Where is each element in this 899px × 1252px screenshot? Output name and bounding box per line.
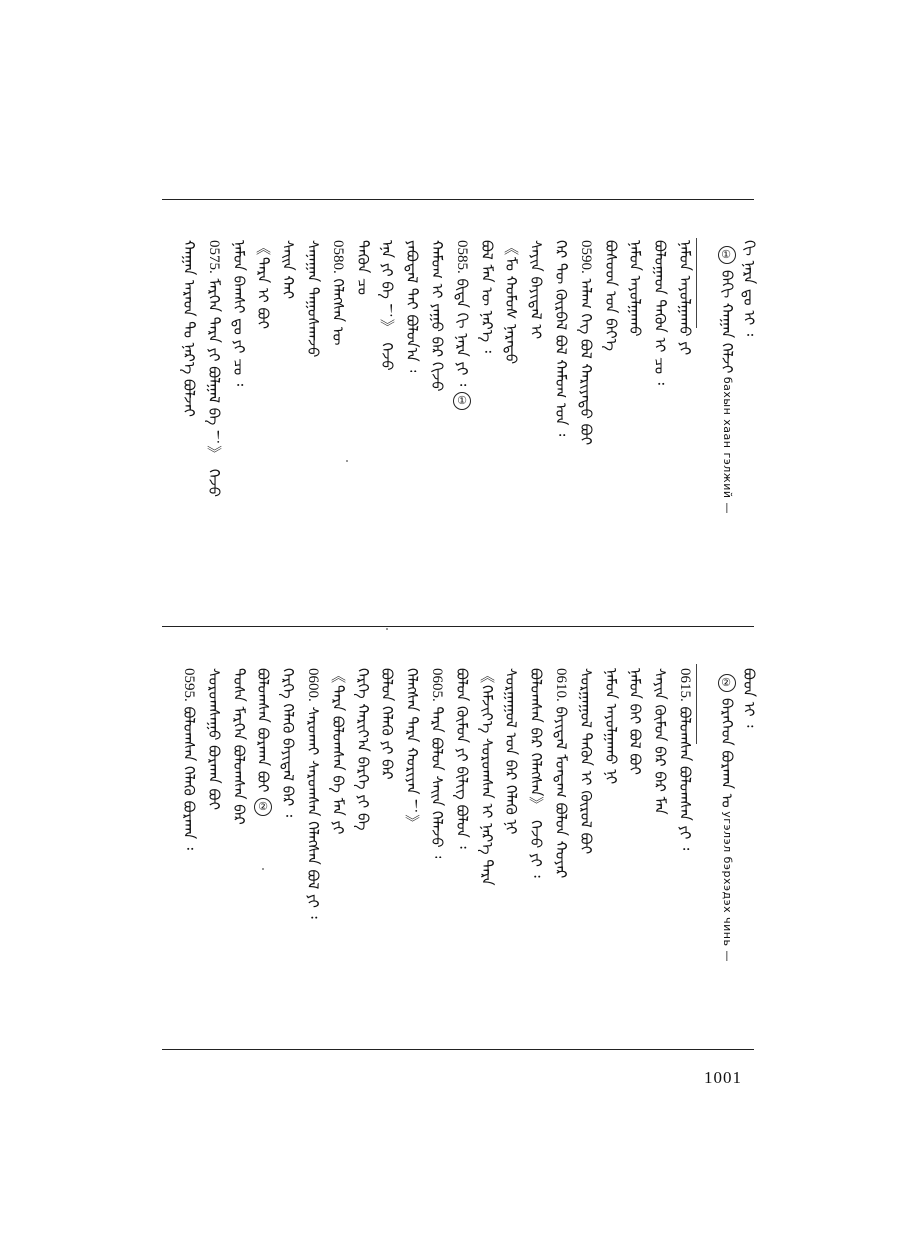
lower-footnote-rule [696, 664, 697, 744]
footnote-line [718, 240, 736, 514]
verse-text: ᠬᠡᠷᠭᠡ ᠬᠡᠯᠡᠬᠦ ᠪᠠᠶᠢᠳᠠᠯ ᠪᠠᠷ ᠄ [279, 668, 297, 818]
verse-text: ᠬᠠᠮᠤᠭ ᠢ ᠶᠠᠭᠤ ᠪᠠᠷ ᠬᠢᠵᠦ [428, 240, 446, 392]
verse-line [577, 668, 595, 854]
verse-text: 《ᠬᠡᠮᠵᠢᠶ᠎ᠡ ᠰᠤᠷᠤᠭᠰᠠᠨ ᠢ ᠨᠡᠷ᠎ᠡ ᠲᠡᠷᠡ [478, 668, 496, 886]
line-number: 0580. [330, 240, 346, 274]
verse-line [602, 668, 620, 784]
print-speck [262, 868, 264, 870]
bottom-rule [162, 1049, 754, 1050]
verse-line [329, 668, 347, 834]
line-number: 0615. [677, 668, 693, 702]
verse-line [552, 240, 570, 436]
verse-text: ᠮᠡᠷᠭᠡᠨ ᠲᠡᠷᠡ ᠶᠢ ᠪᠤᠯᠭᠠᠯ ᠪᠡ ！》 ᠭᠡᠵᠦ [205, 273, 223, 498]
verse-text: ᠶᠠᠪᠤᠳᠠᠯ ᠲᠠᠢ ᠪᠤᠯᠤᠨ᠎ᠠ ᠄ [403, 240, 421, 373]
verse-text: ᠰᠤᠷᠤᠭᠰᠠᠭᠤ ᠪᠤᠷᠬᠠᠨ ᠪᠤᠢ [205, 668, 223, 810]
verse-text: ᠬᠡᠷᠭᠡ ᠬᠠᠷᠢᠶ᠎ᠠ ᠪᠡᠷᠬᠡ ᠶᠢ ᠪᠡ [354, 668, 372, 831]
verse-line [180, 668, 198, 850]
verse-line [205, 668, 223, 810]
verse-line [651, 668, 669, 815]
verse-text: ᠠᠯᠠᠭ ᠬᠡᠭ ᠪᠤᠯ ᠬᠠᠷᠢᠶᠠᠲᠤ ᠪᠤᠢ [577, 273, 595, 446]
verse-text: ᠲᠡᠷᠡ ᠪᠤᠯᠤᠨ ᠰᠠᠢᠨ ᠬᠡᠯᠡᠵᠦ ᠄ [428, 701, 446, 859]
line-number: 0590. [578, 240, 594, 274]
verse-text: ᠪᠤᠯᠤᠭᠰᠠᠨ ᠪᠠᠷ ᠬᠡᠯᠡᠭᠰᠡᠨ》 ᠭᠡᠵᠦ ᠶᠢ ᠄ [527, 668, 545, 878]
line-number: 0585. [454, 240, 470, 274]
verse-line [403, 668, 421, 831]
verse-line [378, 668, 396, 780]
verse-line [354, 668, 372, 831]
verse-line [378, 240, 396, 371]
verse-line [403, 240, 421, 372]
footnote-latin-text: баxын хаан гэлжий — [721, 373, 734, 515]
verse-line [329, 240, 347, 345]
verse-text: 《ᠮᠤ ᠬᠤᠮᠤᠰ ᠨᠡᠷᠡᠲᠦ [502, 240, 520, 365]
verse-text: ᠰᠤᠷᠭᠠᠭᠤᠯ ᠤᠨ ᠪᠠᠷ ᠬᠡᠯᠡᠬᠦ ᠨᠢ [502, 668, 520, 835]
line-number: 0610. [553, 668, 569, 702]
verse-line [676, 240, 694, 355]
footnote-text: ᠪᠠᠬᠢ ᠬᠠᠭᠠᠨ ᠭᠡᠯᠵᠢ [718, 270, 736, 374]
verse-line [478, 240, 496, 353]
verse-text: ᠪᠠᠶᠢᠳᠠᠯ ᠮᠤᠨᠳᠠᠭ ᠪᠤᠯᠤᠨ ᠬᠤᠶᠠᠷ [552, 701, 570, 879]
verse-line [453, 668, 471, 849]
footnote-latin-text: угэлэл бэрхэдэх чинь — [721, 807, 734, 962]
verse-text: ᠪᠤᠯ ᠮᠠᠨ ᠦ ᠨᠡᠷ᠎ᠡ ᠄ [478, 240, 496, 353]
verse-line [626, 668, 644, 775]
verse-line [205, 240, 223, 497]
verse-text: ᠰᠤᠷᠭᠠᠭᠤᠯ ᠲᠡᠭᠦᠨ ᠢ ᠬᠦᠷᠦᠯ ᠪᠤᠢ [577, 668, 595, 855]
verse-text: ᠰᠠᠢᠨ ᠬᠠᠢ [279, 240, 297, 300]
footnote-line [718, 668, 736, 962]
verse-line [254, 240, 272, 329]
verse-text: ᠨᠠᠮᠤᠨ ᠠᠶᠤᠯᠭᠠᠬᠤ ᠨᠢ [602, 668, 620, 785]
verse-line [527, 240, 545, 339]
verse-text: ᠪᠤᠯᠤᠨ ᠬᠦᠮᠦᠨ ᠶᠢ ᠪᠢᠯᠢᠭ ᠪᠤᠯᠤᠨ ᠄ [453, 668, 471, 849]
verse-text: ᠲᠤᠰᠠ ᠮᠡᠷᠭᠡᠨ ᠪᠤᠯᠤᠭᠰᠠᠨ ᠪᠡᠷ [230, 668, 248, 825]
verse-line [527, 668, 545, 878]
footnote-text: ᠪᠡᠷᠡᠬᠡᠳ ᠪᠤᠷᠬᠠᠨ ᠤ [718, 698, 736, 808]
verse-line [254, 668, 272, 822]
upper-footnote-rule [696, 238, 697, 328]
verse-text: 《ᠲᠡᠷᠡ ᠢ ᠪᠤᠢ [254, 240, 272, 330]
verse-text: ᠰᠠᠶᠢᠨ ᠬᠦᠮᠦᠨ ᠪᠡᠷ ᠪᠠᠷ ᠮᠠᠨ [651, 668, 669, 815]
verse-text: ᠪᠢᠳᠡ ᠬᠢ ᠨᠡᠷᠡ ᠶᠢ ᠄ [453, 273, 471, 387]
verse-text: ᠪᠤᠯᠤᠨ ᠬᠡᠯᠡᠬᠦ ᠶᠢ ᠪᠡᠷ [378, 668, 396, 780]
verse-text: ᠨᠠᠮᠤᠨ ᠪᠠᠭᠰᠢ ᠳᠤ ᠶᠢ ᠴᠤ ᠄ [230, 240, 248, 387]
verse-text: ᠪᠤᠯᠤᠭᠰᠠᠨ ᠪᠤᠯᠤᠭᠰᠠᠨ ᠶᠢ ᠄ [676, 701, 694, 851]
footnote-text: ᠬᠢ ᠨᠡᠷᠡ ᠳᠤ ᠢ ᠄ [740, 240, 758, 337]
verse-text: ᠡᠨᠡ ᠶᠢ ᠪᠡ ！》 ᠭᠡᠵᠦ [378, 240, 396, 371]
verse-text: ᠰᠠᠶᠢᠨ ᠪᠠᠶᠢᠳᠠᠯ ᠢ [527, 240, 545, 340]
verse-text: ᠪᠤᠰᠤᠳ ᠤᠨ ᠪᠡᠶ᠎ᠡ [602, 240, 620, 352]
verse-line [453, 240, 471, 416]
verse-line [279, 668, 297, 817]
footnote-text: ᠪᠤᠳ ᠢ ᠄ [740, 668, 758, 728]
footnote-marker: ① [718, 246, 736, 264]
verse-line [230, 240, 248, 386]
verse-text: ᠬᠡᠯᠡᠭᠰᠡᠨ ᠦ [329, 273, 347, 346]
top-rule [162, 199, 754, 200]
verse-text: ᠬᠡᠯᠡᠭᠰᠡᠨ ᠲᠡᠷᠡ ᠬᠤᠷᠢᠶᠠᠨ ！》 [403, 668, 421, 832]
verse-line [304, 240, 322, 357]
verse-line [478, 668, 496, 886]
verse-line [304, 668, 322, 919]
verse-text: ᠨᠠᠮᠤᠨ ᠠᠶᠤᠯᠭᠠᠬᠤ ᠶᠢ [676, 240, 694, 356]
verse-line [502, 240, 520, 364]
page-number: 1001 [704, 1068, 742, 1087]
verse-text: ᠨᠠᠮᠤᠨ ᠪᠠᠢ ᠪᠤᠯ ᠪᠤᠢ [626, 668, 644, 775]
verse-line [428, 668, 446, 858]
print-speck [346, 460, 348, 462]
verse-text: ᠭᠡᠷ ᠲᠦ ᠬᠦᠷᠪᠡᠯ ᠪᠤᠯ ᠬᠠᠮᠤᠭ ᠤᠨ ᠄ [552, 240, 570, 437]
verse-line [651, 240, 669, 385]
verse-text: ᠲᠡᠭᠦᠨ ᠴᠤ [354, 240, 372, 296]
verse-line [354, 240, 372, 295]
verse-line [502, 668, 520, 834]
print-speck [386, 628, 388, 630]
verse-text: ᠪᠤᠯᠤᠭᠠᠳ ᠲᠡᠭᠦᠨ ᠢ ᠴᠤ ᠄ [651, 240, 669, 385]
verse-text: ᠰᠠᠷᠤᠬᠠᠢ ᠰᠠᠷᠤᠭᠰᠠᠨ ᠬᠡᠯᠡᠭᠰᠡᠨ ᠪᠤᠯ ᠶᠢ ᠄ [304, 701, 322, 919]
verse-text: ᠰᠠᠨᠠᠭᠠᠨ ᠳᠠᠭᠤᠰᠬᠠᠵᠤ [304, 240, 322, 358]
verse-text: ᠬᠠᠭᠠᠨ ᠠᠷᠠᠳ ᠲᠤ ᠨᠡᠷ᠎ᠡ ᠪᠤᠯᠵᠠᠢ [180, 240, 198, 417]
verse-text: 《ᠲᠡᠷᠡ ᠪᠤᠯᠤᠭᠰᠠᠨ ᠪᠡ ᠮᠠᠨ ᠶᠢ [329, 668, 347, 835]
line-number: 0605. [429, 668, 445, 702]
line-number: 0595. [181, 668, 197, 702]
verse-line [279, 240, 297, 299]
footnote-marker: ② [254, 798, 272, 816]
verse-line [676, 668, 694, 850]
verse-line [626, 240, 644, 337]
verse-line [428, 240, 446, 392]
verse-line [577, 240, 595, 445]
verse-line [552, 668, 570, 878]
verse-text: ᠪᠤᠯᠤᠭᠰᠠᠨ ᠪᠤᠷᠬᠠᠨ ᠪᠤᠢ [254, 668, 272, 793]
footnote-line [740, 668, 758, 728]
line-number: 0600. [305, 668, 321, 702]
verse-line [230, 668, 248, 825]
footnote-marker: ① [453, 392, 471, 410]
footnote-marker: ② [718, 674, 736, 692]
verse-text: ᠪᠤᠯᠤᠭᠰᠠᠨ ᠬᠡᠯᠡᠬᠦ ᠪᠤᠷᠬᠠᠨ ᠄ [180, 701, 198, 850]
verse-text: ᠨᠠᠮᠤᠨ ᠠᠶᠤᠯᠭᠠᠬᠤ [626, 240, 644, 337]
line-number: 0575. [206, 240, 222, 274]
middle-rule [162, 626, 754, 627]
verse-line [180, 240, 198, 417]
footnote-line [740, 240, 758, 336]
verse-line [602, 240, 620, 351]
